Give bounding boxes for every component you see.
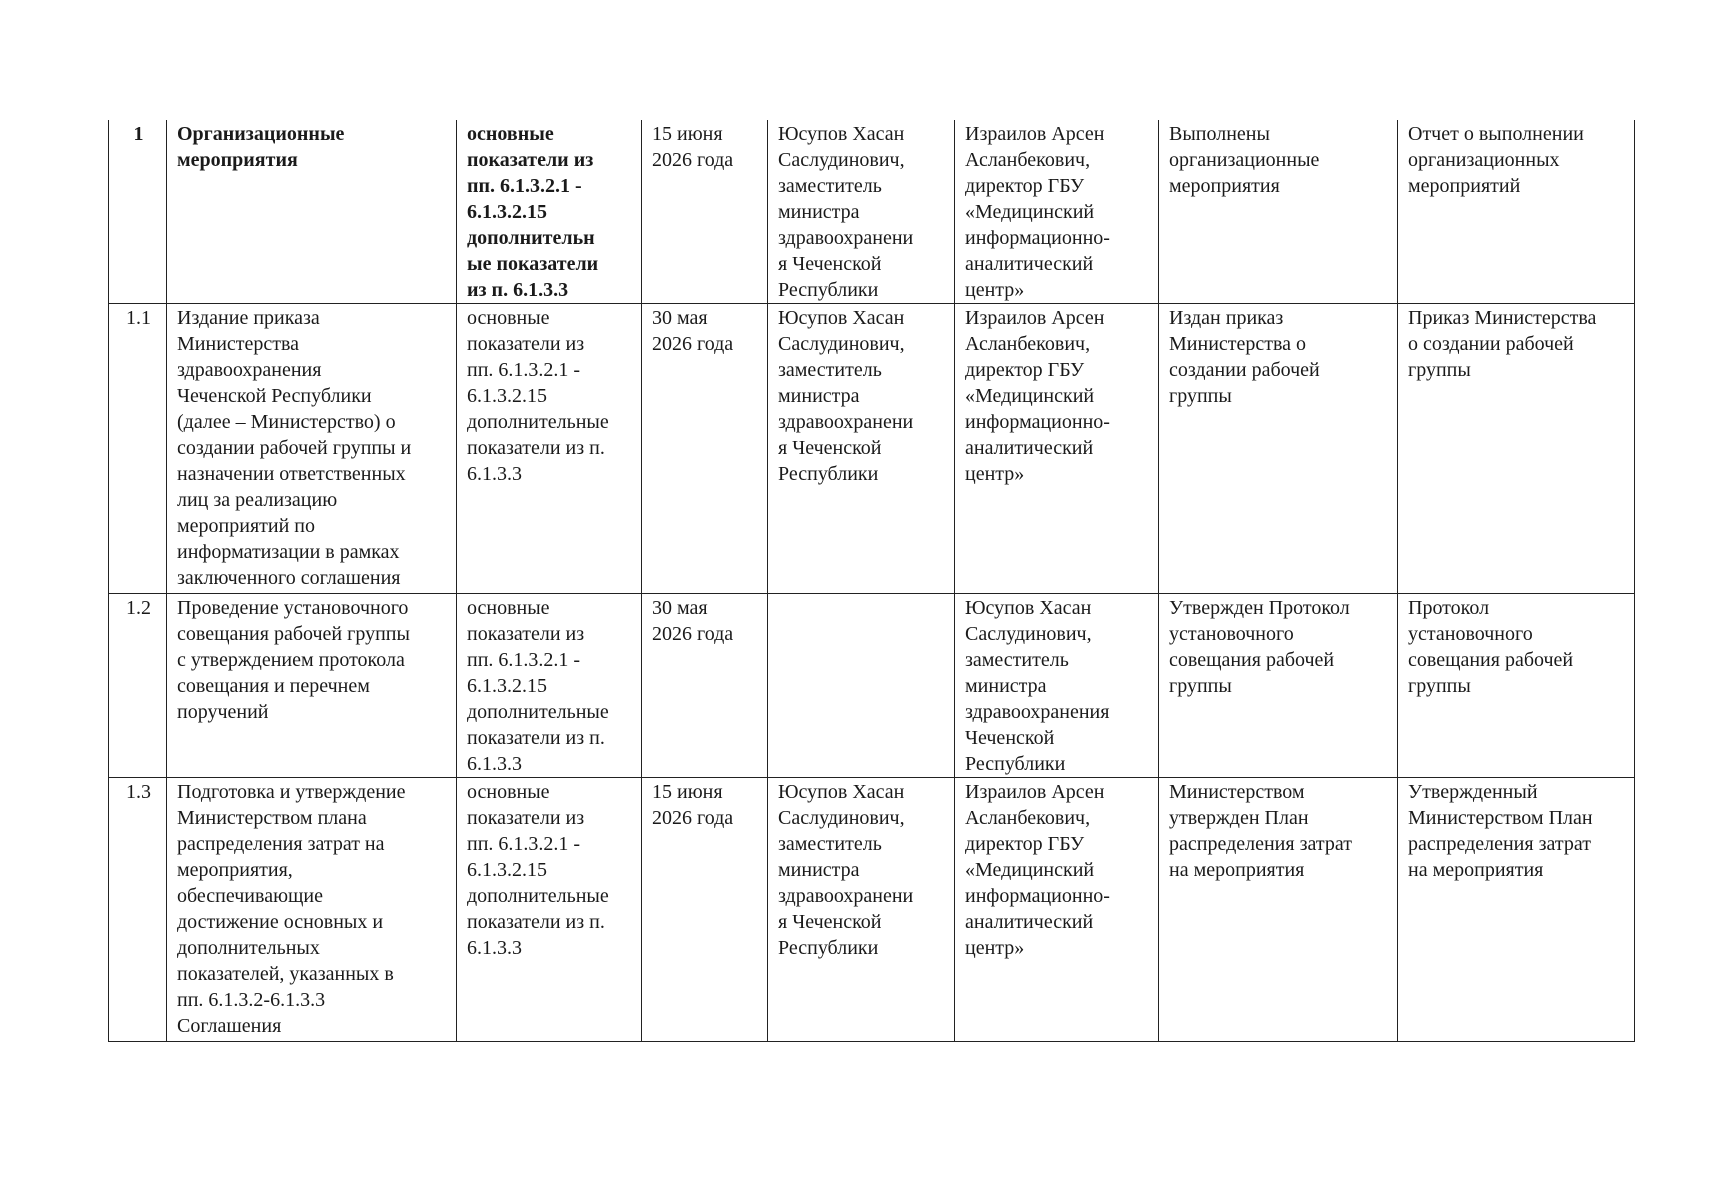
document-cell: Отчет о выполнении организационных мероприятий: [1398, 120, 1635, 304]
table-row: [109, 120, 1635, 304]
result-cell: Министерством утвержден План распределения затрат на мероприятия: [1159, 778, 1398, 1042]
indicators-cell: основные показатели из пп. 6.1.3.2.1 - 6.1.3.2.15 дополнительные показатели из п. 6.1.3.3: [457, 778, 642, 1042]
table-row: [109, 778, 1635, 1042]
indicators-cell: основные показатели из пп. 6.1.3.2.1 - 6.1.3.2.15 дополнительные показатели из п. 6.1.3.3: [457, 304, 642, 594]
event-cell: Организационные мероприятия: [167, 120, 457, 304]
row-number: 1.2: [109, 594, 167, 778]
indicators-cell: основные показатели из пп. 6.1.3.2.1 - 6.1.3.2.15 дополнительн ые показатели из п. 6.1.3.3: [457, 120, 642, 304]
executor-cell: Юсупов Хасан Саслудинович, заместитель министра здравоохранения Чеченской Республики: [955, 594, 1159, 778]
table-row: [109, 594, 1635, 778]
responsible-cell: [768, 594, 955, 778]
date-cell: 30 мая 2026 года: [642, 304, 768, 594]
responsible-cell: Юсупов Хасан Саслудинович, заместитель министра здравоохранени я Чеченской Республики: [768, 778, 955, 1042]
table-row: [109, 304, 1635, 594]
event-cell: Проведение установочного совещания рабочей группы с утверждением протокола совещания и перечнем поручений: [167, 594, 457, 778]
result-cell: Издан приказ Министерства о создании рабочей группы: [1159, 304, 1398, 594]
row-number: 1: [109, 120, 167, 304]
result-cell: Выполнены организационные мероприятия: [1159, 120, 1398, 304]
events-table: [108, 120, 1635, 1042]
document-cell: Приказ Министерства о создании рабочей группы: [1398, 304, 1635, 594]
row-number: 1.1: [109, 304, 167, 594]
row-number: 1.3: [109, 778, 167, 1042]
responsible-cell: Юсупов Хасан Саслудинович, заместитель министра здравоохранени я Чеченской Республики: [768, 120, 955, 304]
responsible-cell: Юсупов Хасан Саслудинович, заместитель министра здравоохранени я Чеченской Республики: [768, 304, 955, 594]
executor-cell: Израилов Арсен Асланбекович, директор ГБУ «Медицинский информационно- аналитический центр»: [955, 778, 1159, 1042]
document-cell: Протокол установочного совещания рабочей группы: [1398, 594, 1635, 778]
date-cell: 15 июня 2026 года: [642, 778, 768, 1042]
executor-cell: Израилов Арсен Асланбекович, директор ГБУ «Медицинский информационно- аналитический центр»: [955, 120, 1159, 304]
date-cell: 15 июня 2026 года: [642, 120, 768, 304]
event-cell: Подготовка и утверждение Министерством плана распределения затрат на мероприятия, обеспечивающие достижение основных и дополнительных показателей, указанных в пп. 6.1.3.2-6.1.3.3 Соглашения: [167, 778, 457, 1042]
result-cell: Утвержден Протокол установочного совещания рабочей группы: [1159, 594, 1398, 778]
date-cell: 30 мая 2026 года: [642, 594, 768, 778]
document-cell: Утвержденный Министерством План распределения затрат на мероприятия: [1398, 778, 1635, 1042]
executor-cell: Израилов Арсен Асланбекович, директор ГБУ «Медицинский информационно- аналитический центр»: [955, 304, 1159, 594]
event-cell: Издание приказа Министерства здравоохранения Чеченской Республики (далее – Министерство) о создании рабочей группы и назначении ответственных лиц за реализацию мероприятий по информатизации в рамках заключенного соглашения: [167, 304, 457, 594]
indicators-cell: основные показатели из пп. 6.1.3.2.1 - 6.1.3.2.15 дополнительные показатели из п. 6.1.3.3: [457, 594, 642, 778]
